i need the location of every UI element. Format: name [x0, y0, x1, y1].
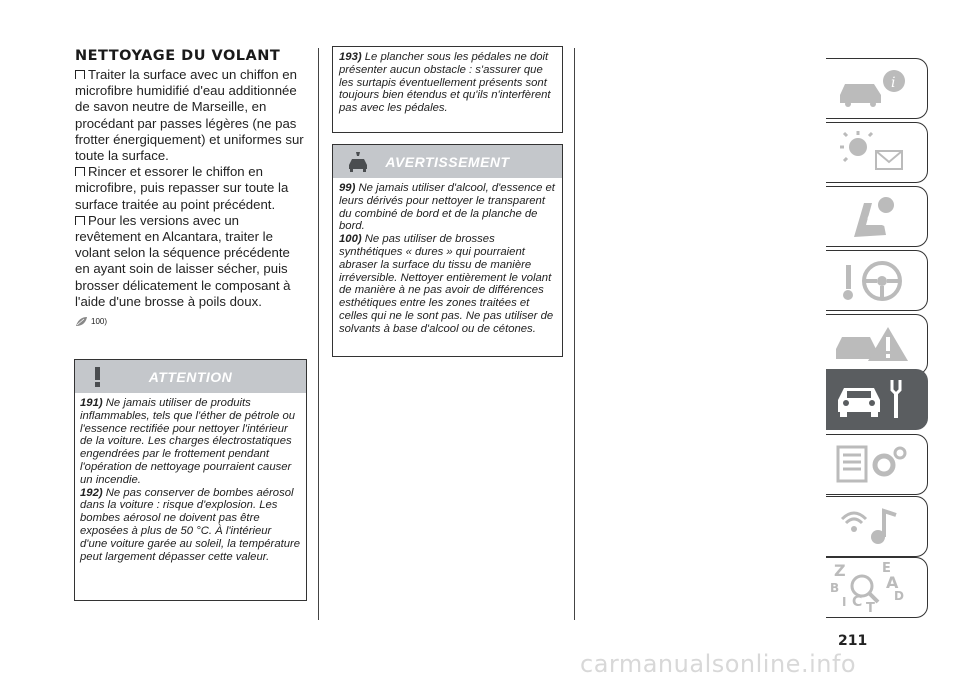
chapter-tab-multimedia[interactable] — [826, 496, 928, 557]
attention-box — [74, 359, 307, 601]
chapter-tab-index[interactable] — [826, 557, 928, 618]
column-divider — [574, 48, 575, 620]
avertissement-header — [333, 145, 562, 178]
environment-reference: 100) — [75, 316, 307, 327]
airbag-seat-icon — [826, 187, 926, 245]
step-paragraph: Traiter la surface avec un chiffon en microfibre humidifié d'eau additionnée de savon neutre de Marseille, en procédant par passes légères (ne pas frotter énergiquement) et uniformes sur toute la surface. — [75, 67, 304, 164]
chapter-tab-warning-lights[interactable] — [826, 122, 928, 183]
svg-text:T: T — [866, 601, 875, 616]
steering-key-icon — [826, 251, 926, 309]
chapter-tab-technical-data[interactable] — [826, 434, 928, 495]
svg-text:D: D — [894, 589, 904, 603]
chapter-tab-emergency[interactable] — [826, 314, 928, 375]
emergency-car-icon — [826, 315, 926, 373]
svg-text:Z: Z — [834, 561, 846, 580]
page-number: 211 — [838, 633, 868, 649]
svg-text:A: A — [886, 573, 899, 592]
chapter-tab-starting-driving[interactable] — [826, 250, 928, 311]
main-text-column — [75, 48, 307, 327]
car-info-icon — [826, 59, 926, 117]
chapter-tab-maintenance[interactable] — [826, 369, 928, 430]
attention-item: 192) Ne pas conserver de bombes aérosol dans la voiture : risque d'explosion. Les bombes aérosol ne doivent pas être exposées à plus de 50 °C. À l'intérieur d'une voiture garée au soleil, la température peut largement dépasser cette valeur. — [80, 486, 301, 563]
attention-header — [75, 360, 306, 393]
step-paragraph: Pour les versions avec un revêtement en Alcantara, traiter le volant selon la séquence précédente en ayant soin de laisser sécher, puis brosser délicatement le composant à l'aide d'une brosse à poils doux. — [75, 212, 291, 309]
bullet-icon — [75, 167, 85, 176]
technical-data-icon — [826, 435, 926, 493]
multimedia-icon — [826, 497, 926, 555]
car-maintenance-icon — [826, 370, 926, 428]
chapter-tab-safety[interactable] — [826, 186, 928, 247]
section-title: NETTOYAGE DU VOLANT — [75, 48, 281, 64]
avertissement-box — [332, 144, 563, 357]
svg-text:E: E — [882, 561, 891, 576]
svg-text:i: i — [891, 75, 896, 91]
watermark: carmanualsonline.info — [580, 650, 857, 678]
attention-body — [75, 393, 306, 567]
alphabetical-index-icon — [826, 558, 926, 616]
chapter-tab-car-info[interactable] — [826, 58, 928, 119]
bullet-icon — [75, 216, 85, 225]
avertissement-body — [333, 178, 562, 340]
column-divider — [318, 48, 319, 620]
attention-title: ATTENTION — [148, 369, 233, 385]
step-paragraph: Rincer et essorer le chiffon en microfibre, puis repasser sur toute la surface traitée au point précédent. — [75, 164, 289, 212]
avertissement-title: AVERTISSEMENT — [385, 154, 510, 170]
avertissement-item: 100) Ne pas utiliser de brosses synthétiques « dures » qui pourraient abraser la surface du tissu de manière irréversible. Nettoyer entièrement le volant de manière à ne pas avoir de différences esthétiques entre les zones traitées et celles qui ne le sont pas. Ne pas utiliser de solvants à base d'alcool ou de cétones. — [339, 233, 554, 335]
note-item: 193) Le plancher sous les pédales ne doit présenter aucun obstacle : s'assurer que les surtapis éventuellement présents sont toujours bien étendus et qu'ils n'interfèrent pas avec les pédales. — [339, 51, 551, 115]
avertissement-item: 99) Ne jamais utiliser d'alcool, d'essence et leurs dérivés pour nettoyer le transparent du combiné de bord et de la planche de bord. — [339, 182, 555, 233]
warning-lights-icon — [826, 123, 926, 181]
note-box — [332, 46, 563, 133]
svg-text:B: B — [830, 581, 840, 595]
svg-text:C: C — [852, 594, 863, 610]
svg-text:I: I — [842, 595, 847, 609]
environment-leaf-icon — [75, 316, 88, 327]
bullet-icon — [75, 70, 85, 79]
attention-item: 191) Ne jamais utiliser de produits inflammables, tels que l'éther de pétrole ou l'essence rectifiée pour nettoyer l'intérieur de la voiture. Les charges électrostatiques engendrées par le frottement pendant l'opération de nettoyage pourraient causer un incendie. — [80, 397, 296, 486]
